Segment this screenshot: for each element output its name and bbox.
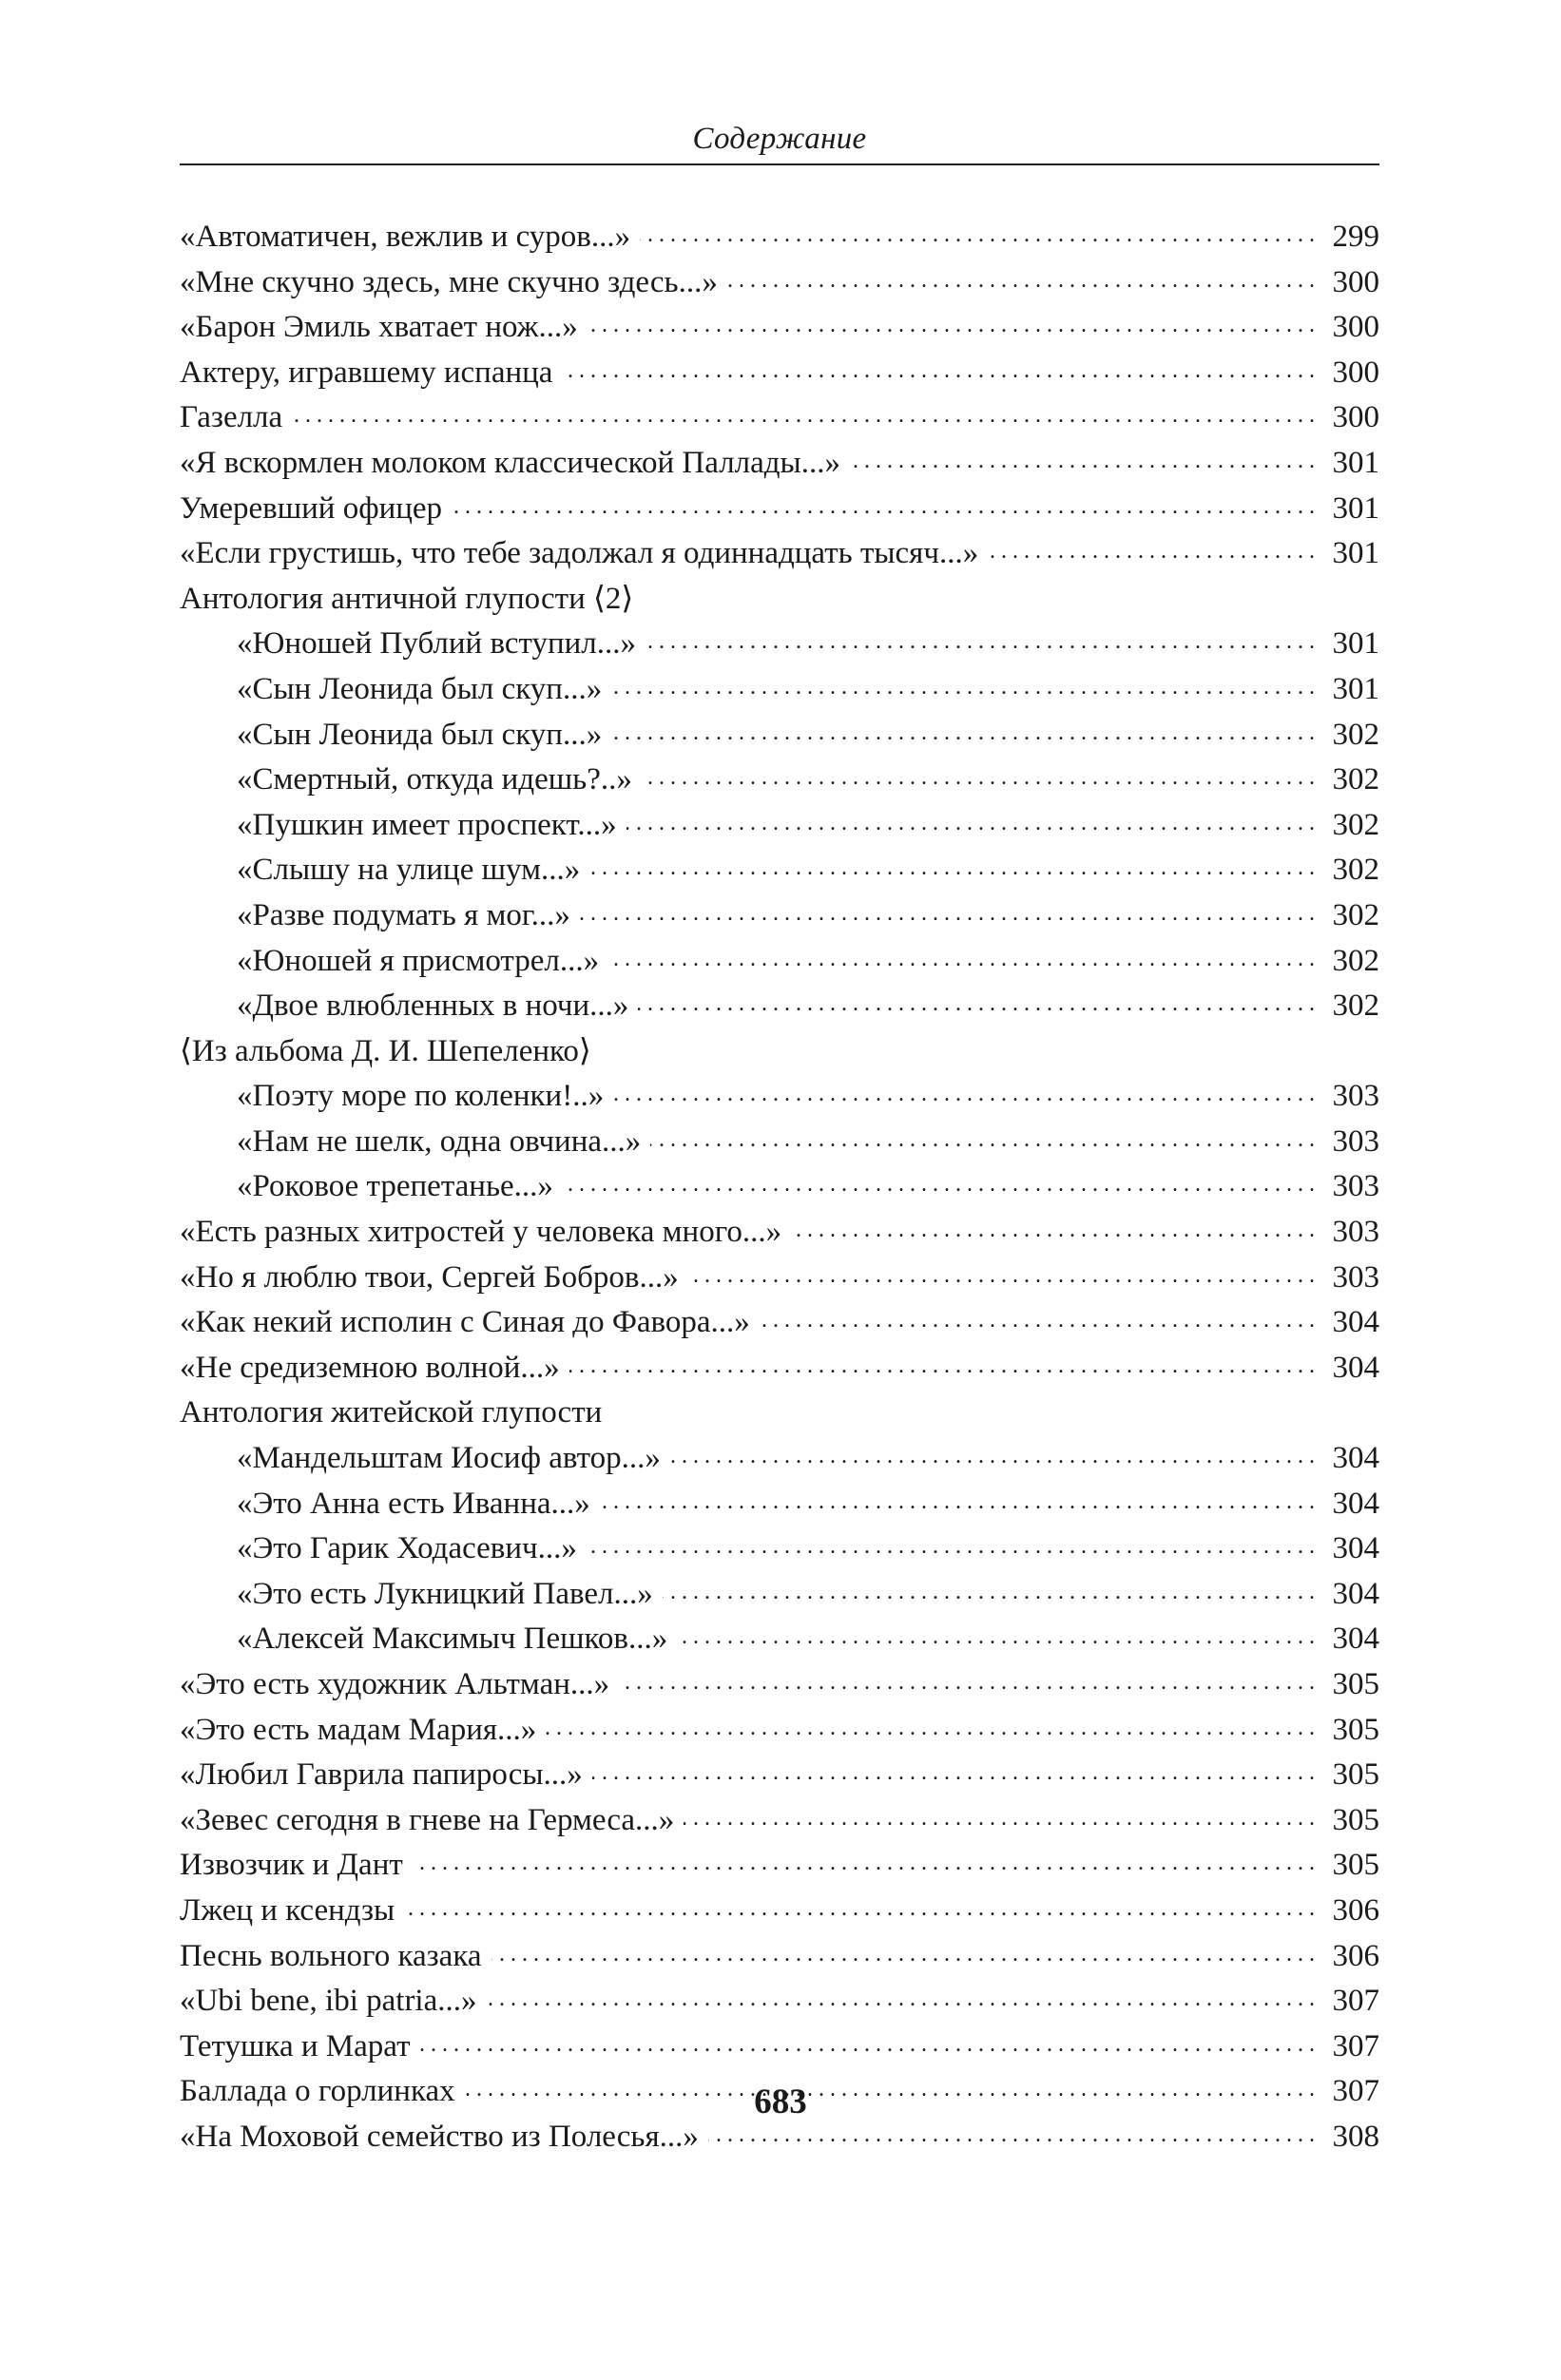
entry-page-number: 304 — [1332, 1486, 1379, 1521]
toc-entry — [180, 1979, 1379, 2025]
entry-page-number: 304 — [1332, 1305, 1379, 1340]
entry-title: «На Моховой семейство из Полесья...» — [180, 2119, 699, 2154]
entry-page-number: 303 — [1332, 1079, 1379, 1114]
entry-page-number: 305 — [1332, 1712, 1379, 1747]
entry-page-number: 302 — [1332, 717, 1379, 752]
toc-entry — [180, 531, 1379, 577]
toc-subentry — [180, 1120, 1379, 1165]
entry-page-number: 304 — [1332, 1576, 1379, 1611]
entry-title: «Сын Леонида был скуп...» — [237, 717, 603, 752]
toc-entry — [180, 1889, 1379, 1934]
toc-entry — [180, 1934, 1379, 1980]
toc-entry — [180, 1256, 1379, 1301]
running-header: Содержание — [180, 114, 1379, 165]
entry-page-number: 301 — [1332, 671, 1379, 706]
toc-subentry — [180, 1482, 1379, 1527]
entry-title: «Смертный, откуда идешь?..» — [237, 762, 632, 797]
dot-leader — [613, 1074, 1315, 1105]
dot-leader — [684, 1798, 1315, 1830]
entry-page-number: 302 — [1332, 762, 1379, 797]
dot-leader — [587, 1526, 1315, 1558]
dot-leader — [611, 713, 1315, 744]
dot-leader — [663, 1572, 1315, 1603]
toc-subentry — [180, 667, 1379, 713]
entry-title: Баллада о горлинках — [180, 2074, 455, 2109]
entry-title: «Сын Леонида был скуп...» — [237, 671, 603, 706]
toc-subentry — [180, 758, 1379, 803]
entry-title: «Разве подумать я мог...» — [237, 897, 570, 932]
toc-entry — [180, 305, 1379, 351]
toc-subentry — [180, 622, 1379, 667]
dot-leader — [608, 939, 1315, 970]
dot-leader — [677, 1617, 1315, 1648]
dot-leader — [619, 1662, 1315, 1694]
entry-page-number: 300 — [1332, 264, 1379, 299]
entry-title: «Если грустишь, что тебе задолжал я одиннадцать тысяч...» — [180, 536, 979, 571]
dot-leader — [569, 1346, 1315, 1377]
entry-page-number: 303 — [1332, 1259, 1379, 1295]
entry-page-number: 305 — [1332, 1848, 1379, 1883]
dot-leader — [626, 803, 1315, 835]
entry-title: «Зевес сегодня в гневе на Гермеса...» — [180, 1802, 675, 1837]
entry-title: ⟨Из альбома Д. И. Шепеленко⟩ — [180, 1033, 591, 1068]
entry-page-number: 303 — [1332, 1215, 1379, 1250]
toc-entry — [180, 1753, 1379, 1798]
entry-title: «Я вскормлен молоком классической Паллады...» — [180, 445, 840, 480]
dot-leader — [404, 1889, 1315, 1920]
toc-entry — [180, 1798, 1379, 1844]
entry-title: Антология житейской глупости — [180, 1395, 603, 1430]
toc-entry — [180, 1391, 1379, 1436]
entry-page-number: 301 — [1332, 445, 1379, 480]
entry-title: «Автоматичен, вежлив и суров...» — [180, 220, 631, 254]
toc-entry — [180, 1708, 1379, 1754]
entry-title: «Это Гарик Ходасевич...» — [237, 1531, 577, 1566]
dot-leader — [589, 848, 1315, 879]
dot-leader — [592, 1753, 1315, 1784]
dot-leader — [760, 1300, 1315, 1332]
entry-title: «Слышу на улице шум...» — [237, 853, 581, 888]
toc-subentry — [180, 1572, 1379, 1618]
entry-page-number: 303 — [1332, 1123, 1379, 1159]
entry-page-number: 301 — [1332, 536, 1379, 571]
dot-leader — [638, 984, 1315, 1015]
entry-title: «Но я люблю твои, Сергей Бобров...» — [180, 1259, 679, 1295]
entry-page-number: 306 — [1332, 1938, 1379, 1973]
entry-page-number: 301 — [1332, 490, 1379, 526]
toc-subentry — [180, 1074, 1379, 1120]
entry-title: «Любил Гаврила папиросы...» — [180, 1757, 583, 1793]
entry-title: «Юношей я присмотрел...» — [237, 943, 600, 978]
page-number: 683 — [754, 2082, 807, 2121]
entry-title: «Пушкин имеет проспект...» — [237, 807, 617, 842]
entry-page-number: 307 — [1332, 2074, 1379, 2109]
entry-page-number: 305 — [1332, 1802, 1379, 1837]
dot-leader — [988, 531, 1315, 563]
toc-subentry — [180, 984, 1379, 1029]
dot-leader — [850, 441, 1315, 472]
entry-title: «Это есть Лукницкий Павел...» — [237, 1576, 653, 1611]
entry-page-number: 299 — [1332, 220, 1379, 254]
entry-page-number: 304 — [1332, 1441, 1379, 1476]
entry-title: Актеру, игравшему испанца — [180, 355, 553, 390]
entry-title: «Ubi bene, ibi patria...» — [180, 1984, 477, 2019]
dot-leader — [292, 395, 1315, 427]
entry-page-number: 302 — [1332, 988, 1379, 1024]
entry-page-number: 300 — [1332, 355, 1379, 390]
dot-leader — [727, 260, 1315, 292]
toc-entry — [180, 395, 1379, 441]
entry-page-number: 302 — [1332, 807, 1379, 842]
toc-entry — [180, 351, 1379, 396]
toc-entry — [180, 1300, 1379, 1346]
dot-leader — [791, 1210, 1315, 1241]
entry-page-number: 308 — [1332, 2119, 1379, 2154]
dot-leader — [546, 1708, 1315, 1739]
entry-title: «Это Анна есть Иванна...» — [237, 1486, 590, 1521]
entry-title: Антология античной глупости ⟨2⟩ — [180, 581, 634, 616]
entry-page-number: 304 — [1332, 1350, 1379, 1385]
entry-title: «Это есть художник Альтман...» — [180, 1667, 610, 1701]
entry-page-number: 307 — [1332, 2028, 1379, 2063]
entry-title: «Поэту море по коленки!..» — [237, 1079, 605, 1114]
entry-title: Лжец и ксендзы — [180, 1892, 395, 1928]
entry-page-number: 301 — [1332, 626, 1379, 662]
toc-subentry — [180, 1164, 1379, 1210]
toc-entry — [180, 1843, 1379, 1889]
toc-subentry — [180, 713, 1379, 758]
entry-page-number: 302 — [1332, 853, 1379, 888]
dot-leader — [491, 1934, 1315, 1966]
dot-leader — [611, 667, 1315, 699]
dot-leader — [670, 1436, 1315, 1468]
entry-page-number: 302 — [1332, 897, 1379, 932]
dot-leader — [580, 893, 1315, 925]
toc-entry — [180, 487, 1379, 532]
dot-leader — [413, 1843, 1315, 1874]
entry-title: «Барон Эмиль хватает нож...» — [180, 310, 578, 345]
toc-entry — [180, 1346, 1379, 1392]
entry-title: «Есть разных хитростей у человека много...» — [180, 1215, 782, 1250]
entry-title: Песнь вольного казака — [180, 1938, 482, 1973]
entry-title: «Роковое трепетанье...» — [237, 1169, 553, 1204]
entry-page-number: 300 — [1332, 310, 1379, 345]
dot-leader — [600, 1482, 1315, 1513]
toc-subentry — [180, 893, 1379, 939]
toc-subentry — [180, 1436, 1379, 1482]
entry-page-number: 304 — [1332, 1622, 1379, 1657]
dot-leader — [487, 1979, 1315, 2010]
entry-title: «Мандельштам Иосиф автор...» — [237, 1441, 661, 1476]
entry-title: «Алексей Максимыч Пешков...» — [237, 1622, 668, 1657]
entry-page-number: 307 — [1332, 1984, 1379, 2019]
dot-leader — [420, 2025, 1316, 2056]
toc-entry — [180, 1029, 1379, 1075]
book-page — [180, 114, 1379, 2291]
dot-leader — [563, 1164, 1315, 1196]
table-of-contents — [180, 215, 1379, 2160]
toc-entry — [180, 577, 1379, 623]
dot-leader — [646, 622, 1315, 653]
entry-page-number: 306 — [1332, 1892, 1379, 1928]
entry-title: «Это есть мадам Мария...» — [180, 1712, 537, 1747]
dot-leader — [650, 1120, 1315, 1151]
entry-title: «Двое влюбленных в ночи...» — [237, 988, 629, 1024]
dot-leader — [588, 305, 1315, 336]
entry-title: «Как некий исполин с Синая до Фавора...» — [180, 1305, 750, 1340]
entry-page-number: 305 — [1332, 1667, 1379, 1701]
dot-leader — [452, 487, 1315, 518]
entry-page-number: 303 — [1332, 1169, 1379, 1204]
entry-page-number: 305 — [1332, 1757, 1379, 1793]
toc-subentry — [180, 848, 1379, 893]
entry-title: «Нам не шелк, одна овчина...» — [237, 1123, 642, 1159]
toc-subentry — [180, 1617, 1379, 1662]
toc-entry — [180, 1210, 1379, 1256]
dot-leader — [642, 758, 1315, 789]
toc-entry — [180, 215, 1379, 260]
toc-subentry — [180, 1526, 1379, 1572]
toc-subentry — [180, 939, 1379, 985]
toc-entry — [180, 441, 1379, 487]
toc-entry — [180, 260, 1379, 306]
entry-page-number: 300 — [1332, 400, 1379, 435]
dot-leader — [688, 1256, 1315, 1287]
toc-subentry — [180, 803, 1379, 849]
entry-title: Умеревший офицер — [180, 490, 443, 526]
entry-title: Извозчик и Дант — [180, 1848, 403, 1883]
entry-title: Газелла — [180, 400, 283, 435]
entry-title: «Мне скучно здесь, мне скучно здесь...» — [180, 264, 718, 299]
dot-leader — [562, 351, 1315, 382]
entry-page-number: 304 — [1332, 1531, 1379, 1566]
entry-title: Тетушка и Марат — [180, 2028, 411, 2063]
toc-entry — [180, 1662, 1379, 1708]
toc-entry — [180, 2025, 1379, 2070]
entry-title: «Не средиземною волной...» — [180, 1350, 560, 1385]
entry-page-number: 302 — [1332, 943, 1379, 978]
entry-title: «Юношей Публий вступил...» — [237, 626, 637, 662]
dot-leader — [640, 215, 1315, 246]
